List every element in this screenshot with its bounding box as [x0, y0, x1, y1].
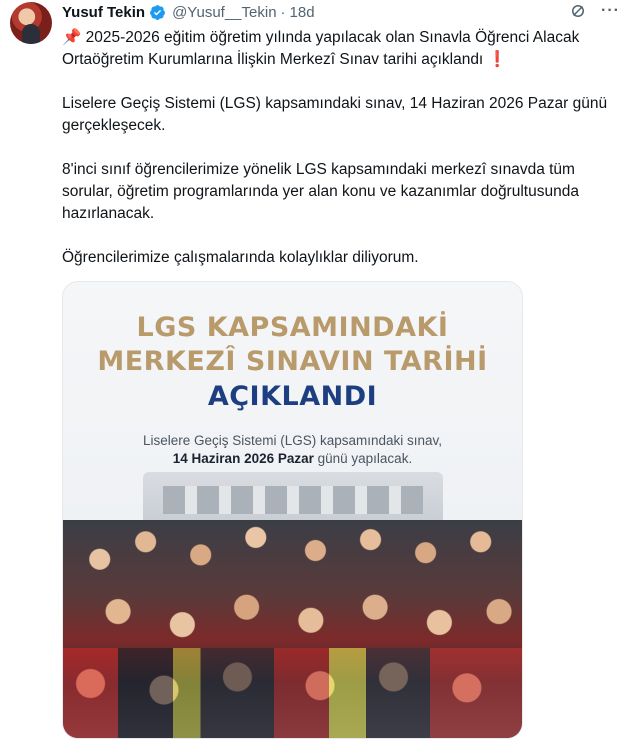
more-icon[interactable]: ··· — [601, 2, 620, 19]
avatar[interactable] — [10, 2, 52, 44]
media-title-line-1: LGS KAPSAMINDAKİ — [136, 312, 449, 343]
tweet-header — [62, 2, 315, 22]
author-handle[interactable]: @Yusuf__Tekin — [172, 3, 277, 21]
media-title-line-3: AÇIKLANDI — [207, 381, 378, 412]
timestamp[interactable]: 18d — [289, 3, 315, 21]
students-crowd-photo — [63, 520, 522, 738]
media-subtitle-line-1: Liselere Geçiş Sistemi (LGS) kapsamındaki sınav, — [142, 433, 443, 448]
tweet-line-1: 2025-2026 eğitim öğretim yılında yapılacak olan Sınavla Öğrenci Alacak Ortaöğretim Kurumlarına İlişkin Merkezî Sınav tarihi açıklandı — [62, 29, 580, 68]
media-title-line-2: MERKEZÎ SINAVIN TARİHİ — [97, 346, 488, 377]
separator-dot: · — [280, 3, 286, 21]
media-subtitle-line-2 — [63, 451, 522, 466]
exclamation-icon: ❗ — [487, 51, 507, 68]
media-exam-date: 14 Haziran 2026 Pazar — [172, 451, 314, 466]
tweet-media-image[interactable] — [62, 281, 523, 739]
tweet-paragraph-2: Liselere Geçiş Sistemi (LGS) kapsamındaki sınav, 14 Haziran 2026 Pazar günü gerçekleşecek. — [62, 95, 608, 134]
tweet-paragraph-3: 8'inci sınıf öğrencilerimize yönelik LGS kapsamındaki merkezî sınavda tüm sorular, öğretim programlarında yer alan konu ve kazanımlar doğrultusunda hazırlanacak. — [62, 161, 579, 222]
top-actions — [569, 2, 620, 20]
verified-badge-icon — [149, 4, 166, 21]
tweet-text — [62, 27, 622, 291]
tweet-paragraph-4: Öğrencilerimize çalışmalarında kolaylıklar diliyorum. — [62, 249, 419, 266]
media-subtitle-rest: günü yapılacak. — [313, 451, 413, 466]
tweet-paragraph-1 — [62, 27, 622, 71]
author-name[interactable]: Yusuf Tekin — [62, 3, 146, 21]
pin-icon: 📌 — [62, 29, 82, 46]
grok-icon[interactable] — [569, 2, 587, 20]
